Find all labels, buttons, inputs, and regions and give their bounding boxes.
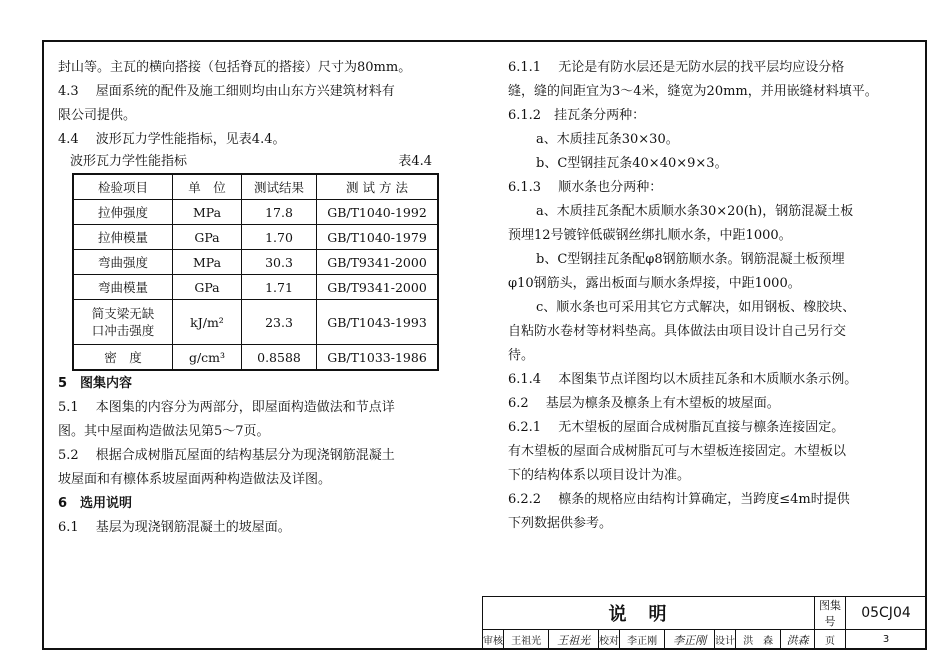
text-line: 下的结构体系以项目设计为准。 (508, 468, 691, 483)
cell-item: 拉伸强度 (73, 200, 173, 225)
title-block (482, 596, 927, 650)
cell-result: 1.71 (242, 275, 317, 300)
cell-result: 0.8588 (242, 345, 317, 371)
header-cell: 检验项目 (73, 174, 173, 200)
cell-item-line: 口冲击强度 (91, 323, 155, 338)
text-line: b、C型钢挂瓦条配φ8钢筋顺水条。钢筋混凝土板预埋 (536, 252, 845, 267)
reviewer-signature: 王祖光 (549, 630, 599, 650)
text-line: 6.1 基层为现浇钢筋混凝土的坡屋面。 (58, 520, 291, 535)
cell-unit: MPa (173, 200, 242, 225)
header-cell: 测 试 方 法 (317, 174, 439, 200)
text-line: 自粘防水卷材等材料垫高。具体做法由项目设计自己另行交 (508, 324, 847, 339)
cell-result: 1.70 (242, 225, 317, 250)
text-line: φ10钢筋头，露出板面与顺水条焊接，中距1000。 (508, 276, 801, 291)
design-label: 设计 (715, 630, 736, 650)
text-line: 6.2.2 檩条的规格应由结构计算确定，当跨度≤4m时提供 (508, 492, 850, 507)
cell-result: 17.8 (242, 200, 317, 225)
text-line: 封山等。主瓦的横向搭接（包括脊瓦的搭接）尺寸为80mm。 (58, 60, 412, 75)
cell-method: GB/T1033-1986 (317, 345, 439, 371)
cell-unit: g/cm³ (173, 345, 242, 371)
cell-item: 密 度 (73, 345, 173, 371)
right-column (508, 56, 908, 536)
text-line: 下列数据供参考。 (508, 516, 613, 531)
text-line: 6.1.3 顺水条也分两种： (508, 180, 663, 195)
section-heading: 6 选用说明 (58, 496, 133, 511)
cell-unit: GPa (173, 275, 242, 300)
text-line: 6.2.1 无木望板的屋面合成树脂瓦直接与檩条连接固定。 (508, 420, 845, 435)
cell-unit: kJ/m² (173, 300, 242, 345)
checker-name: 李正刚 (620, 630, 665, 650)
text-line: 6.2 基层为檩条及檩条上有木望板的坡屋面。 (508, 396, 780, 411)
cell-unit: GPa (173, 225, 242, 250)
text-line: a、木质挂瓦条配木质顺水条30×20(h)，钢筋混凝土板 (536, 204, 854, 219)
text-line: 限公司提供。 (58, 108, 137, 123)
text-line: c、顺水条也可采用其它方式解决，如用钢板、橡胶块、 (536, 300, 856, 315)
cell-result: 30.3 (242, 250, 317, 275)
header-cell: 单 位 (173, 174, 242, 200)
properties-table (72, 173, 439, 371)
text-line: 5.1 本图集的内容分为两部分，即屋面构造做法和节点详 (58, 400, 395, 415)
atlas-number: 05CJ04 (846, 597, 927, 630)
atlas-label: 图集号 (815, 597, 846, 630)
cell-item: 弯曲模量 (73, 275, 173, 300)
cell-method: GB/T1040-1979 (317, 225, 439, 250)
cell-result: 23.3 (242, 300, 317, 345)
text-line: 有木望板的屋面合成树脂瓦可与木望板连接固定。木望板以 (508, 444, 847, 459)
cell-item: 拉伸模量 (73, 225, 173, 250)
table-number: 表4.4 (398, 154, 432, 169)
table-header-row (73, 174, 438, 200)
table-caption-row (70, 152, 432, 172)
text-line: 待。 (508, 348, 535, 363)
cell-method: GB/T1043-1993 (317, 300, 439, 345)
cell-item-line: 简支梁无缺 (91, 306, 155, 321)
review-label: 审核 (483, 630, 504, 650)
designer-signature: 洪森 (781, 630, 815, 650)
text-line: a、木质挂瓦条30×30。 (536, 132, 679, 147)
text-line: 图。其中屋面构造做法见第5～7页。 (58, 424, 270, 439)
cell-unit: MPa (173, 250, 242, 275)
cell-method: GB/T9341-2000 (317, 275, 439, 300)
table-row (73, 300, 438, 345)
cell-method: GB/T9341-2000 (317, 250, 439, 275)
table-row (73, 345, 438, 371)
page-label: 页 (815, 630, 846, 650)
text-line: b、C型钢挂瓦条40×40×9×3。 (536, 156, 728, 171)
table-caption: 波形瓦力学性能指标 (70, 154, 188, 169)
designer-name: 洪 森 (736, 630, 781, 650)
reviewer-name: 王祖光 (504, 630, 549, 650)
table-row (73, 250, 438, 275)
text-line: 坡屋面和有檩体系坡屋面两种构造做法及详图。 (58, 472, 332, 487)
text-line: 5.2 根据合成树脂瓦屋面的结构基层分为现浇钢筋混凝土 (58, 448, 395, 463)
text-line: 6.1.4 本图集节点详图均以木质挂瓦条和木质顺水条示例。 (508, 372, 858, 387)
left-column (58, 56, 458, 540)
text-line: 4.4 波形瓦力学性能指标，见表4.4。 (58, 132, 286, 147)
checker-signature: 李正刚 (665, 630, 715, 650)
cell-item: 弯曲强度 (73, 250, 173, 275)
text-line: 4.3 屋面系统的配件及施工细则均由山东方兴建筑材料有 (58, 84, 395, 99)
table-row (73, 275, 438, 300)
table-row (73, 225, 438, 250)
text-line: 6.1.1 无论是有防水层还是无防水层的找平层均应设分格 (508, 60, 845, 75)
text-line: 6.1.2 挂瓦条分两种： (508, 108, 646, 123)
section-heading: 5 图集内容 (58, 376, 133, 391)
text-line: 预埋12号镀锌低碳钢丝绑扎顺水条，中距1000。 (508, 228, 792, 243)
cell-item (73, 300, 173, 345)
page-number: 3 (846, 630, 927, 650)
check-label: 校对 (599, 630, 620, 650)
cell-method: GB/T1040-1992 (317, 200, 439, 225)
header-cell: 测试结果 (242, 174, 317, 200)
text-line: 缝，缝的间距宜为3～4米，缝宽为20mm，并用嵌缝材料填平。 (508, 84, 878, 99)
table-row (73, 200, 438, 225)
drawing-title: 说明 (483, 597, 815, 630)
